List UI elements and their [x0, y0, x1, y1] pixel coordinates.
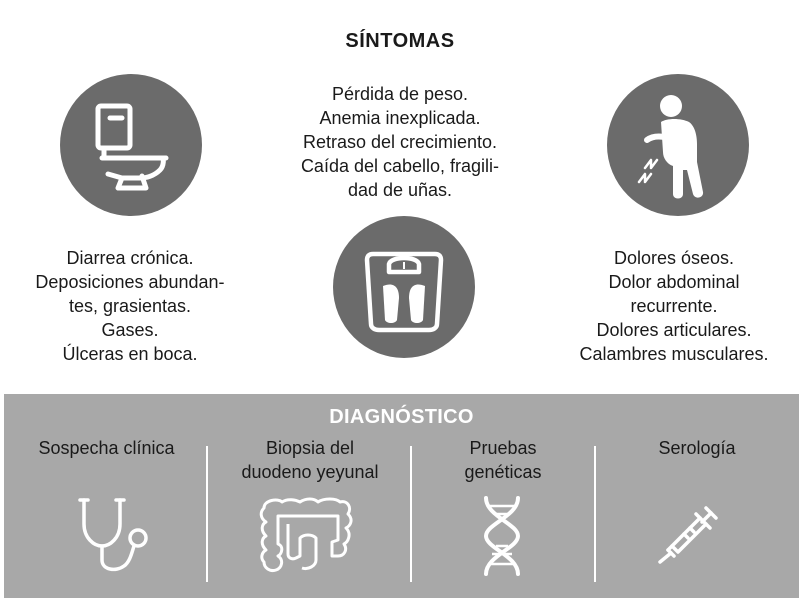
symptom-line: Dolores óseos. — [613, 248, 735, 268]
symptom-line: Pérdida de peso. — [331, 84, 469, 104]
toilet-icon — [60, 74, 202, 216]
symptom-line: tes, grasientas. — [68, 296, 192, 316]
diagnosis-label: duodeno yeyunal — [241, 462, 379, 482]
diagnosis-item-clinical — [4, 436, 209, 460]
center-symptoms-text — [260, 82, 540, 202]
scale-icon — [333, 216, 475, 358]
pain-person-circle — [607, 74, 749, 216]
symptom-line: Retraso del crecimiento. — [302, 132, 498, 152]
column-divider — [410, 446, 412, 582]
diagnosis-item-genetic — [411, 436, 595, 484]
diagnosis-item-serology — [595, 436, 799, 460]
diagnosis-label: genéticas — [464, 462, 542, 482]
diagnosis-label: Biopsia del — [265, 438, 355, 458]
syringe-icon — [654, 502, 722, 566]
symptom-line: Caída del cabello, fragili- — [300, 156, 500, 176]
diagnosis-panel — [4, 394, 799, 598]
symptom-line: recurrente. — [630, 296, 718, 316]
column-divider — [206, 446, 208, 582]
diagnosis-label: Serología — [658, 438, 736, 458]
symptom-line: Diarrea crónica. — [66, 248, 194, 268]
symptom-line: Gases. — [101, 320, 159, 340]
symptoms-title: SÍNTOMAS — [345, 30, 455, 52]
symptom-line: Úlceras en boca. — [62, 344, 198, 364]
dna-icon — [480, 494, 524, 578]
symptom-line: Calambres musculares. — [579, 344, 769, 364]
column-divider — [594, 446, 596, 582]
diagnosis-label: Pruebas — [469, 438, 537, 458]
intestine-icon — [258, 494, 358, 576]
symptom-line: Dolores articulares. — [596, 320, 752, 340]
left-symptoms-text — [10, 246, 250, 366]
stethoscope-icon — [76, 494, 156, 578]
abdominal-pain-person-icon — [607, 74, 749, 216]
symptom-line: Anemia inexplicada. — [319, 108, 481, 128]
diagnosis-label: Sospecha clínica — [38, 438, 175, 458]
diagnosis-title: DIAGNÓSTICO — [329, 406, 474, 428]
symptom-line: Dolor abdominal — [608, 272, 740, 292]
toilet-circle — [60, 74, 202, 216]
symptom-line: dad de uñas. — [347, 180, 453, 200]
scale-circle — [333, 216, 475, 358]
diagnosis-item-biopsy — [209, 436, 411, 484]
right-symptoms-text — [552, 246, 796, 366]
symptom-line: Deposiciones abundan- — [35, 272, 225, 292]
